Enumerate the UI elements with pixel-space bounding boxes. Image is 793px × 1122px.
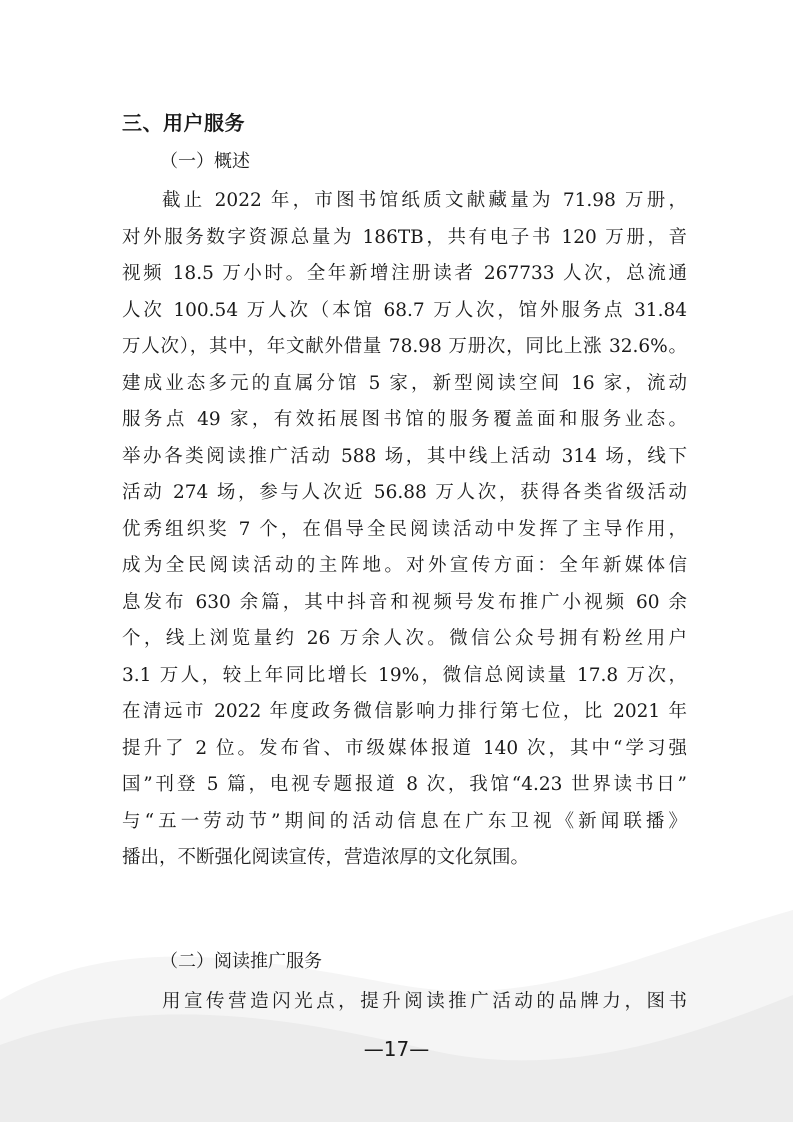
paragraph-line: 截止 2022 年，市图书馆纸质文献藏量为 71.98 万册， — [162, 190, 687, 211]
paragraph-line: 国”刊登 5 篇，电视专题报道 8 次，我馆“4.23 世界读书日” — [122, 774, 687, 795]
paragraph-reading-promotion: 用宣传营造闪光点，提升阅读推广活动的品牌力，图书 — [162, 991, 687, 1012]
paragraph-line: 举办各类阅读推广活动 588 场，其中线上活动 314 场，线下 — [122, 445, 687, 467]
paragraph-line: 在清远市 2022 年度政务微信影响力排行第七位，比 2021 年 — [122, 701, 687, 722]
paragraph-line: 建成业态多元的直属分馆 5 家，新型阅读空间 16 家，流动 — [122, 372, 687, 394]
subsection-title-overview: （一）概述 — [160, 151, 250, 172]
paragraph-line: 服务点 49 家，有效拓展图书馆的服务覆盖面和服务业态。 — [122, 409, 687, 430]
paragraph-line: 优秀组织奖 7 个，在倡导全民阅读活动中发挥了主导作用， — [122, 518, 687, 540]
paragraph-line: 提升了 2 位。发布省、市级媒体报道 140 次，其中“学习强 — [122, 737, 687, 759]
subsection-title-reading-promotion: （二）阅读推广服务 — [160, 951, 322, 972]
paragraph-line: 息发布 630 余篇，其中抖音和视频号发布推广小视频 60 余 — [122, 591, 687, 613]
paragraph-line: 个，线上浏览量约 26 万余人次。微信公众号拥有粉丝用户 — [122, 628, 687, 649]
paragraph-line: 人次 100.54 万人次（本馆 68.7 万人次，馆外服务点 31.84 — [122, 299, 687, 321]
paragraph-line: 与“五一劳动节”期间的活动信息在广东卫视《新闻联播》 — [122, 810, 687, 832]
section-title: 三、用户服务 — [122, 111, 245, 135]
paragraph-line: 对外服务数字资源总量为 186TB，共有电子书 120 万册，音 — [122, 226, 687, 248]
page-number: —17— — [363, 1037, 430, 1061]
paragraph-line: 3.1 万人，较上年同比增长 19%，微信总阅读量 17.8 万次， — [122, 664, 687, 686]
paragraph-line: 成为全民阅读活动的主阵地。对外宣传方面：全年新媒体信 — [122, 555, 687, 576]
paragraph-line: 播出，不断强化阅读宣传，营造浓厚的文化氛围。 — [122, 847, 530, 868]
paragraph-line: 视频 18.5 万小时。全年新增注册读者 267733 人次，总流通 — [122, 263, 687, 284]
paragraph-line: 万人次），其中，年文献外借量 78.98 万册次，同比上涨 32.6%。 — [122, 336, 687, 357]
paragraph-line: 活动 274 场，参与人次近 56.88 万人次，获得各类省级活动 — [122, 482, 687, 503]
paragraph-overview — [122, 183, 687, 877]
